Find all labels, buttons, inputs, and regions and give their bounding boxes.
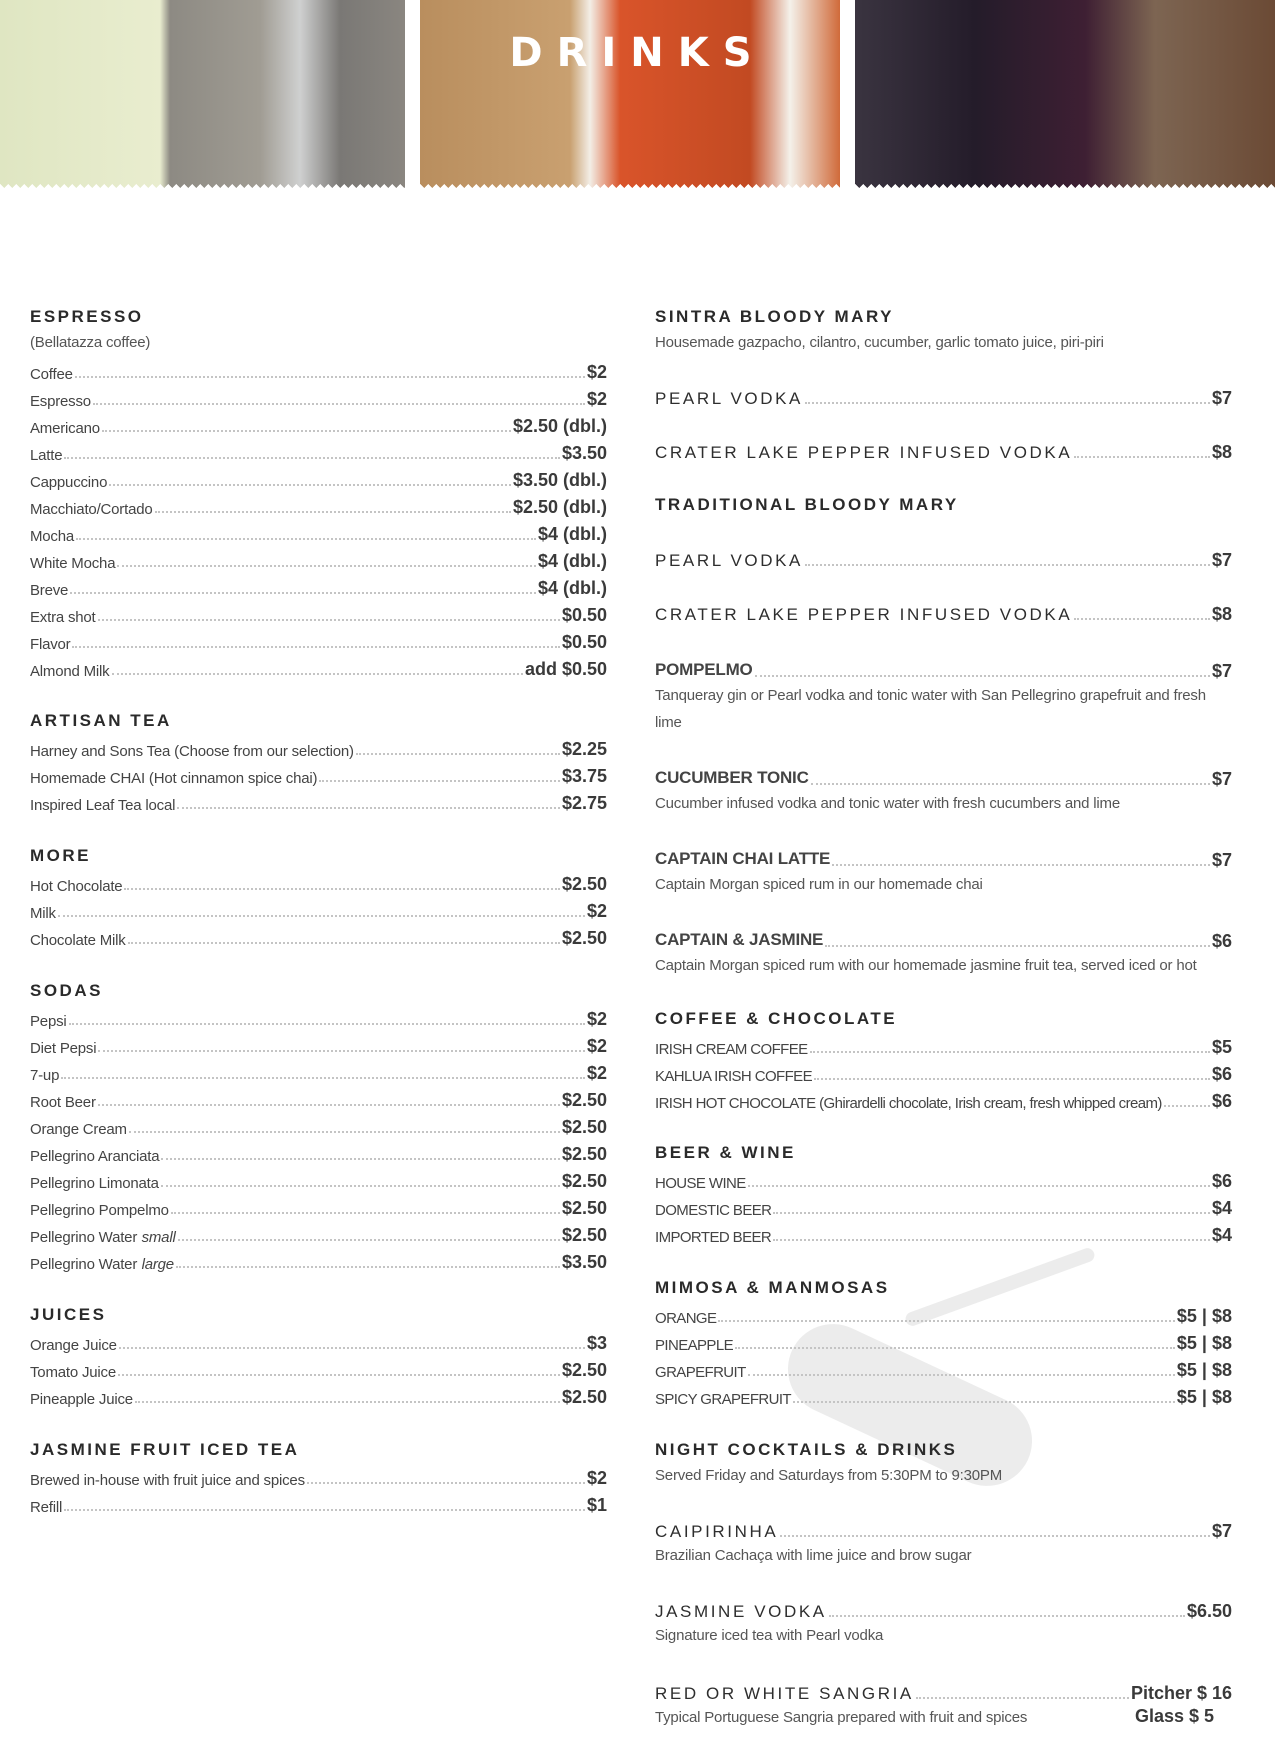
item-price: $0.50 — [561, 605, 607, 625]
dot-leader — [829, 1615, 1185, 1617]
menu-item-row — [30, 1057, 607, 1084]
item-price: $2.50 — [561, 1387, 607, 1407]
dot-leader — [356, 753, 560, 755]
item-price: $2.50 (dbl.) — [512, 416, 607, 436]
menu-section-night-cocktails-drinks — [655, 1438, 1232, 1489]
dot-leader — [1074, 456, 1210, 458]
menu-item-row — [30, 626, 607, 653]
item-name: POMPELMO — [655, 660, 753, 679]
item-name: PEARL VODKA — [655, 551, 803, 570]
section-description: Served Friday and Saturdays from 5:30PM to 9:30PM — [655, 1467, 1003, 1484]
menu-section-jasmine-vodka — [655, 1595, 1232, 1649]
menu-section-pearl-vodka — [655, 544, 1232, 571]
item-price: $2 — [586, 389, 607, 409]
dot-leader — [1164, 1105, 1210, 1107]
item-name: CAPTAIN & JASMINE — [655, 930, 824, 949]
item-price: $2.50 — [561, 928, 607, 948]
dot-leader — [129, 1131, 560, 1133]
dot-leader — [825, 945, 1210, 947]
item-name: CRATER LAKE PEPPER INFUSED VODKA — [655, 605, 1073, 624]
item-price: $2.75 — [561, 793, 607, 813]
item-size-note: large — [141, 1256, 174, 1273]
item-name: GRAPEFRUIT — [655, 1364, 746, 1381]
item-name: 7-up — [30, 1067, 60, 1084]
item-name: RED OR WHITE SANGRIA — [655, 1684, 914, 1703]
menu-item-row — [655, 1354, 1232, 1381]
menu-item-row — [30, 1327, 607, 1354]
item-price: $6 — [1211, 1064, 1232, 1084]
item-price: $2.50 — [561, 1198, 607, 1218]
item-name: Espresso — [30, 393, 91, 410]
dot-leader — [916, 1697, 1129, 1699]
menu-item-row — [30, 868, 607, 895]
item-name: Americano — [30, 420, 100, 437]
item-price: $2 — [586, 362, 607, 382]
dot-leader — [177, 807, 560, 809]
menu-section-juices — [30, 1303, 607, 1408]
description-with-glass-price — [655, 1704, 1232, 1731]
item-name: JASMINE VODKA — [655, 1602, 827, 1621]
item-price: $7 — [1211, 1521, 1232, 1541]
menu-item-row — [30, 410, 607, 437]
menu-item-row — [30, 653, 607, 680]
dot-leader — [814, 1078, 1210, 1080]
item-name: Homemade CHAI (Hot cinnamon spice chai) — [30, 770, 318, 787]
dot-leader — [69, 1023, 585, 1025]
item-price: $6 — [1211, 931, 1232, 951]
item-name: Flavor — [30, 636, 71, 653]
dot-leader — [98, 619, 560, 621]
dot-leader — [805, 402, 1210, 404]
item-price: $2.50 — [561, 874, 607, 894]
item-name: Milk — [30, 905, 56, 922]
dot-leader — [118, 1374, 560, 1376]
item-price: $7 — [1211, 661, 1232, 681]
header-photo-margarita — [0, 0, 405, 192]
menu-item-row — [30, 437, 607, 464]
item-size-note: small — [141, 1229, 176, 1246]
item-price: $5 — [1211, 1037, 1232, 1057]
menu-item-row — [30, 1030, 607, 1057]
item-price: $3 — [586, 1333, 607, 1353]
item-name: IRISH HOT CHOCOLATE (Ghirardelli chocolate, Irish cream, fresh whipped cream) — [655, 1095, 1162, 1112]
section-description: Captain Morgan spiced rum in our homemade chai — [655, 876, 983, 893]
menu-section-artisan-tea — [30, 709, 607, 814]
item-name: Harney and Sons Tea (Choose from our selection) — [30, 743, 354, 760]
item-price: $2.50 — [561, 1090, 607, 1110]
dot-leader — [832, 864, 1210, 866]
item-price: $2 — [586, 1468, 607, 1488]
dot-leader — [171, 1212, 560, 1214]
drink-title-row — [655, 544, 1232, 571]
item-price: $6.50 — [1186, 1601, 1232, 1621]
menu-section-more — [30, 844, 607, 949]
section-description: Typical Portuguese Sangria prepared with fruit and spices — [655, 1709, 1028, 1726]
section-title: SINTRA BLOODY MARY — [655, 307, 894, 326]
menu-item-row — [30, 1138, 607, 1165]
item-price-glass: Glass $ 5 — [1134, 1706, 1214, 1726]
menu-section-espresso — [30, 305, 607, 680]
item-price: $5 | $8 — [1176, 1387, 1232, 1407]
menu-item-row — [655, 1165, 1232, 1192]
dot-leader — [307, 1482, 585, 1484]
dot-leader — [75, 376, 585, 378]
dot-leader — [76, 538, 536, 540]
dot-leader — [810, 1051, 1210, 1053]
item-name: Pellegrino Pompelmo — [30, 1202, 169, 1219]
item-name: Orange Juice — [30, 1337, 117, 1354]
dot-leader — [755, 675, 1210, 677]
drink-title-row — [655, 382, 1232, 409]
item-price: $4 — [1211, 1198, 1232, 1218]
section-description: Brazilian Cachaça with lime juice and brow sugar — [655, 1547, 972, 1564]
item-price: $2.50 — [561, 1225, 607, 1245]
menu-section-crater-lake-pepper-infused-vodka — [655, 436, 1232, 463]
dot-leader — [98, 1104, 560, 1106]
dot-leader — [102, 430, 511, 432]
menu-item-row — [655, 1300, 1232, 1327]
item-name: Pellegrino Water — [30, 1229, 138, 1246]
dot-leader — [124, 888, 559, 890]
item-price: $5 | $8 — [1176, 1333, 1232, 1353]
menu-section-captain-chai-latte — [655, 844, 1232, 898]
menu-section-mimosa-manmosas — [655, 1276, 1232, 1408]
menu-item-row — [655, 1085, 1232, 1112]
item-price: $2.50 — [561, 1171, 607, 1191]
item-price: $6 — [1211, 1171, 1232, 1191]
item-price: $6 — [1211, 1091, 1232, 1111]
dot-leader — [773, 1212, 1210, 1214]
item-name: Pineapple Juice — [30, 1391, 133, 1408]
dot-leader — [119, 1347, 585, 1349]
item-price: $4 — [1211, 1225, 1232, 1245]
dot-leader — [61, 1077, 585, 1079]
item-name: Extra shot — [30, 609, 96, 626]
item-price: $2.50 — [561, 1117, 607, 1137]
dot-leader — [718, 1320, 1174, 1322]
item-name: Inspired Leaf Tea local — [30, 797, 176, 814]
dot-leader — [773, 1239, 1210, 1241]
menu-item-row — [655, 1058, 1232, 1085]
item-price: $7 — [1211, 550, 1232, 570]
dot-leader — [155, 511, 511, 513]
item-price: add $0.50 — [524, 659, 607, 679]
menu-section-traditional-bloody-mary — [655, 493, 1232, 517]
item-name: SPICY GRAPEFRUIT — [655, 1391, 791, 1408]
dot-leader — [98, 1050, 585, 1052]
section-description: Captain Morgan spiced rum with our homemade jasmine fruit tea, served iced or hot — [655, 957, 1197, 974]
item-name: Latte — [30, 447, 63, 464]
dot-leader — [176, 1266, 560, 1268]
drink-title-row — [655, 655, 1232, 682]
menu-item-row — [30, 1003, 607, 1030]
dot-leader — [64, 457, 560, 459]
header-photo-bloody-mary — [420, 0, 840, 192]
item-name: KAHLUA IRISH COFFEE — [655, 1068, 812, 1085]
section-title: MIMOSA & MANMOSAS — [655, 1278, 890, 1297]
drink-title-row — [655, 763, 1232, 790]
section-title: MORE — [30, 846, 91, 865]
item-price: $2 — [586, 1063, 607, 1083]
item-price: $2.50 — [561, 1360, 607, 1380]
item-name: Pepsi — [30, 1013, 67, 1030]
item-price: $8 — [1211, 604, 1232, 624]
item-name: Pellegrino Water — [30, 1256, 138, 1273]
item-name: Almond Milk — [30, 663, 110, 680]
item-name: Hot Chocolate — [30, 878, 123, 895]
dot-leader — [93, 403, 585, 405]
menu-item-row — [30, 572, 607, 599]
dot-leader — [70, 592, 536, 594]
section-title: BEER & WINE — [655, 1143, 796, 1162]
dot-leader — [128, 942, 560, 944]
section-title: COFFEE & CHOCOLATE — [655, 1009, 898, 1028]
dot-leader — [748, 1374, 1175, 1376]
menu-section-cucumber-tonic — [655, 763, 1232, 817]
section-title: NIGHT COCKTAILS & DRINKS — [655, 1440, 958, 1459]
dot-leader — [117, 565, 536, 567]
dot-leader — [58, 915, 585, 917]
item-name: IRISH CREAM COFFEE — [655, 1041, 808, 1058]
item-name: Root Beer — [30, 1094, 96, 1111]
item-price: $2 — [586, 1036, 607, 1056]
menu-item-row — [655, 1031, 1232, 1058]
item-price: $3.50 — [561, 1252, 607, 1272]
menu-item-row — [30, 518, 607, 545]
menu-section-coffee-chocolate — [655, 1007, 1232, 1112]
item-name: Orange Cream — [30, 1121, 127, 1138]
menu-item-row — [30, 464, 607, 491]
item-name: HOUSE WINE — [655, 1175, 746, 1192]
item-name: Mocha — [30, 528, 75, 545]
drink-title-row — [655, 1515, 1232, 1542]
item-price: $4 (dbl.) — [537, 551, 607, 571]
dot-leader — [161, 1185, 560, 1187]
section-title: SODAS — [30, 981, 103, 1000]
item-name: DOMESTIC BEER — [655, 1202, 772, 1219]
item-price: $4 (dbl.) — [537, 524, 607, 544]
item-price: $3.50 (dbl.) — [512, 470, 607, 490]
item-price: $7 — [1211, 850, 1232, 870]
header-photo-red-wine — [855, 0, 1275, 192]
item-price: $1 — [586, 1495, 607, 1515]
dot-leader — [72, 646, 559, 648]
item-price: $3.50 — [561, 443, 607, 463]
item-name: CAPTAIN CHAI LATTE — [655, 849, 831, 868]
item-price: $4 (dbl.) — [537, 578, 607, 598]
menu-section-crater-lake-pepper-infused-vodka — [655, 598, 1232, 625]
page-title: DRINKS — [509, 30, 766, 76]
menu-item-row — [30, 1111, 607, 1138]
menu-section-caipirinha — [655, 1515, 1232, 1569]
menu-item-row — [30, 1381, 607, 1408]
item-name: Diet Pepsi — [30, 1040, 97, 1057]
menu-item-row — [30, 545, 607, 572]
item-price: $2.50 — [561, 1144, 607, 1164]
item-name: CAIPIRINHA — [655, 1522, 779, 1541]
dot-leader — [748, 1185, 1210, 1187]
menu-item-row — [30, 1192, 607, 1219]
dot-leader — [112, 673, 523, 675]
item-price: $7 — [1211, 769, 1232, 789]
item-name: Macchiato/Cortado — [30, 501, 153, 518]
dot-leader — [178, 1239, 560, 1241]
menu-item-row — [30, 733, 607, 760]
drink-title-row — [655, 436, 1232, 463]
menu-item-row — [30, 1246, 607, 1273]
section-subtitle: (Bellatazza coffee) — [30, 334, 151, 351]
item-name: Cappuccino — [30, 474, 108, 491]
item-price: $5 | $8 — [1176, 1360, 1232, 1380]
item-price: $3.75 — [561, 766, 607, 786]
dot-leader — [1074, 618, 1210, 620]
menu-item-row — [655, 1381, 1232, 1408]
item-price: Pitcher $ 16 — [1130, 1683, 1232, 1703]
item-price: $2.25 — [561, 739, 607, 759]
item-name: Refill — [30, 1499, 63, 1516]
item-name: Tomato Juice — [30, 1364, 116, 1381]
menu-item-row — [30, 599, 607, 626]
item-name: PINEAPPLE — [655, 1337, 733, 1354]
section-title: JUICES — [30, 1305, 107, 1324]
menu-item-row — [30, 383, 607, 410]
menu-item-row — [30, 1462, 607, 1489]
drink-title-row — [655, 1595, 1232, 1622]
menu-item-row — [655, 1219, 1232, 1246]
drink-title-row — [655, 598, 1232, 625]
menu-item-row — [655, 1327, 1232, 1354]
dot-leader — [319, 780, 560, 782]
section-description: Signature iced tea with Pearl vodka — [655, 1627, 884, 1644]
dot-leader — [135, 1401, 560, 1403]
menu-item-row — [30, 1165, 607, 1192]
section-title: ESPRESSO — [30, 307, 144, 326]
menu-item-row — [30, 895, 607, 922]
section-title: ARTISAN TEA — [30, 711, 172, 730]
menu-item-row — [30, 760, 607, 787]
item-price: $7 — [1211, 388, 1232, 408]
drink-title-row — [655, 1677, 1232, 1704]
item-price: $2 — [586, 1009, 607, 1029]
item-name: CUCUMBER TONIC — [655, 768, 809, 787]
item-name: ORANGE — [655, 1310, 717, 1327]
menu-item-row — [30, 1219, 607, 1246]
item-name: Brewed in-house with fruit juice and spices — [30, 1472, 305, 1489]
item-name: PEARL VODKA — [655, 389, 803, 408]
section-description: Tanqueray gin or Pearl vodka and tonic water with San Pellegrino grapefruit and fresh lime — [655, 687, 1206, 731]
dot-leader — [735, 1347, 1175, 1349]
menu-item-row — [30, 1489, 607, 1516]
menu-item-row — [30, 356, 607, 383]
dot-leader — [780, 1535, 1210, 1537]
section-description: Housemade gazpacho, cilantro, cucumber, garlic tomato juice, piri-piri — [655, 334, 1104, 351]
menu-section-pompelmo — [655, 655, 1232, 736]
item-name: White Mocha — [30, 555, 116, 572]
item-price: $5 | $8 — [1176, 1306, 1232, 1326]
item-name: IMPORTED BEER — [655, 1229, 772, 1246]
item-name: Coffee — [30, 366, 73, 383]
item-price: $2.50 (dbl.) — [512, 497, 607, 517]
dot-leader — [805, 564, 1210, 566]
dot-leader — [109, 484, 511, 486]
item-price: $2 — [586, 901, 607, 921]
menu-item-row — [30, 491, 607, 518]
menu-section-sintra-bloody-mary — [655, 305, 1232, 356]
menu-section-beer-wine — [655, 1141, 1232, 1246]
item-name: CRATER LAKE PEPPER INFUSED VODKA — [655, 443, 1073, 462]
menu-item-row — [30, 787, 607, 814]
menu-item-row — [30, 922, 607, 949]
menu-section-pearl-vodka — [655, 382, 1232, 409]
dot-leader — [811, 783, 1210, 785]
dot-leader — [793, 1401, 1175, 1403]
section-title: JASMINE FRUIT ICED TEA — [30, 1440, 300, 1459]
drink-title-row — [655, 925, 1232, 952]
section-title: TRADITIONAL BLOODY MARY — [655, 495, 959, 514]
item-name: Breve — [30, 582, 69, 599]
menu-item-row — [30, 1084, 607, 1111]
item-price: $0.50 — [561, 632, 607, 652]
dot-leader — [64, 1509, 585, 1511]
menu-item-row — [655, 1192, 1232, 1219]
drink-title-row — [655, 844, 1232, 871]
section-description: Cucumber infused vodka and tonic water with fresh cucumbers and lime — [655, 795, 1120, 812]
item-name: Chocolate Milk — [30, 932, 126, 949]
menu-item-row — [30, 1354, 607, 1381]
item-price: $8 — [1211, 442, 1232, 462]
menu-section-sodas — [30, 979, 607, 1273]
dot-leader — [161, 1158, 560, 1160]
menu-section-jasmine-fruit-iced-tea — [30, 1438, 607, 1516]
menu-section-captain-jasmine — [655, 925, 1232, 979]
menu-section-red-or-white-sangria — [655, 1677, 1232, 1731]
item-name: Pellegrino Limonata — [30, 1175, 159, 1192]
item-name: Pellegrino Aranciata — [30, 1148, 160, 1165]
